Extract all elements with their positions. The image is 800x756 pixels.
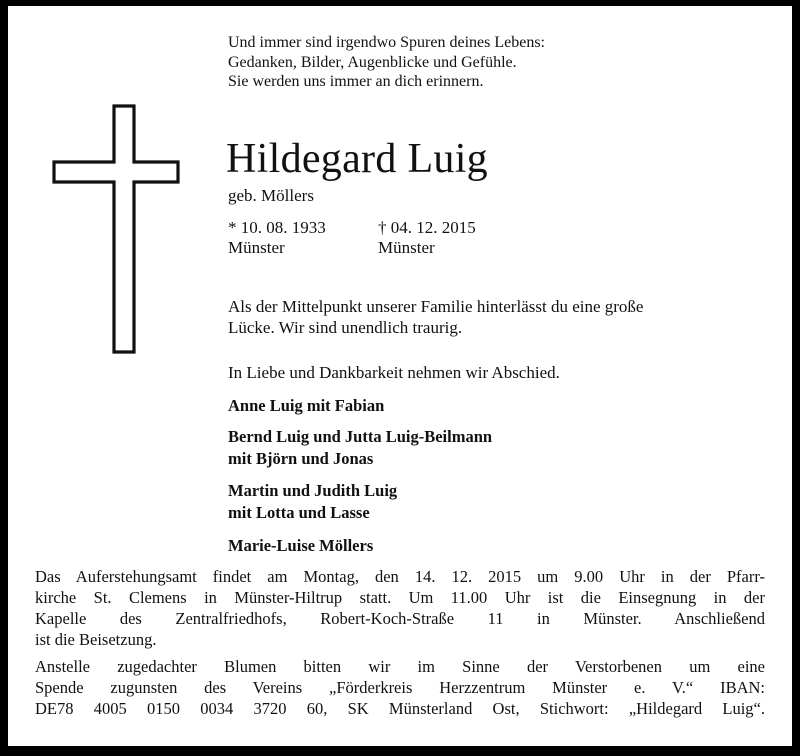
obituary-notice — [8, 6, 792, 746]
service-line: Kapelle des Zentralfriedhofs, Robert-Koch-Straße 11 in Münster. Anschließend — [35, 609, 765, 628]
family-entry — [228, 395, 384, 417]
motto-line: Sie werden uns immer an dich erinnern. — [228, 73, 484, 90]
donation-line: Spende zugunsten des Vereins „Förderkreis Herzzentrum Münster e. V.“ IBAN: — [35, 678, 765, 697]
farewell-line: In Liebe und Dankbarkeit nehmen wir Abschied. — [228, 363, 560, 382]
family-line: Anne Luig mit Fabian — [228, 396, 385, 415]
message-line: Lücke. Wir sind unendlich traurig. — [228, 318, 463, 337]
family-line: Bernd Luig und Jutta Luig-Beilmann — [228, 427, 493, 446]
birth-place: Münster — [228, 238, 285, 257]
service-info — [35, 566, 765, 650]
motto-line: Und immer sind irgendwo Spuren deines Lebens: — [228, 34, 545, 51]
death-info — [378, 218, 476, 258]
donation-line: Anstelle zugedachter Blumen bitten wir im Sinne der Verstorbenen um eine — [35, 657, 765, 676]
donation-info — [35, 656, 765, 719]
family-entry — [228, 535, 373, 557]
family-line: Martin und Judith Luig — [228, 481, 398, 500]
service-line: ist die Beisetzung. — [35, 630, 157, 649]
death-date: † 04. 12. 2015 — [378, 218, 476, 237]
cross-icon — [52, 104, 180, 354]
family-entry — [228, 426, 492, 470]
family-line: Marie-Luise Möllers — [228, 536, 374, 555]
motto-verse — [228, 33, 545, 92]
birth-info — [228, 218, 326, 258]
death-place: Münster — [378, 238, 435, 257]
message-line: Als der Mittelpunkt unserer Familie hinterlässt du eine große — [228, 297, 644, 316]
family-message — [228, 296, 643, 338]
deceased-name: Hildegard Luig — [226, 136, 488, 182]
family-line: mit Lotta und Lasse — [228, 503, 370, 522]
service-line: kirche St. Clemens in Münster-Hiltrup statt. Um 11.00 Uhr ist die Einsegnung in der — [35, 588, 765, 607]
motto-line: Gedanken, Bilder, Augenblicke und Gefühle. — [228, 53, 517, 71]
maiden-name: geb. Möllers — [228, 186, 314, 205]
family-line: mit Björn und Jonas — [228, 449, 374, 468]
birth-date: * 10. 08. 1933 — [228, 218, 326, 237]
service-line: Das Auferstehungsamt findet am Montag, den 14. 12. 2015 um 9.00 Uhr in der Pfarr- — [35, 567, 765, 586]
family-entry — [228, 480, 397, 524]
donation-line: DE78 4005 0150 0034 3720 60, SK Münsterland Ost, Stichwort: „Hildegard Luig“. — [35, 699, 765, 718]
